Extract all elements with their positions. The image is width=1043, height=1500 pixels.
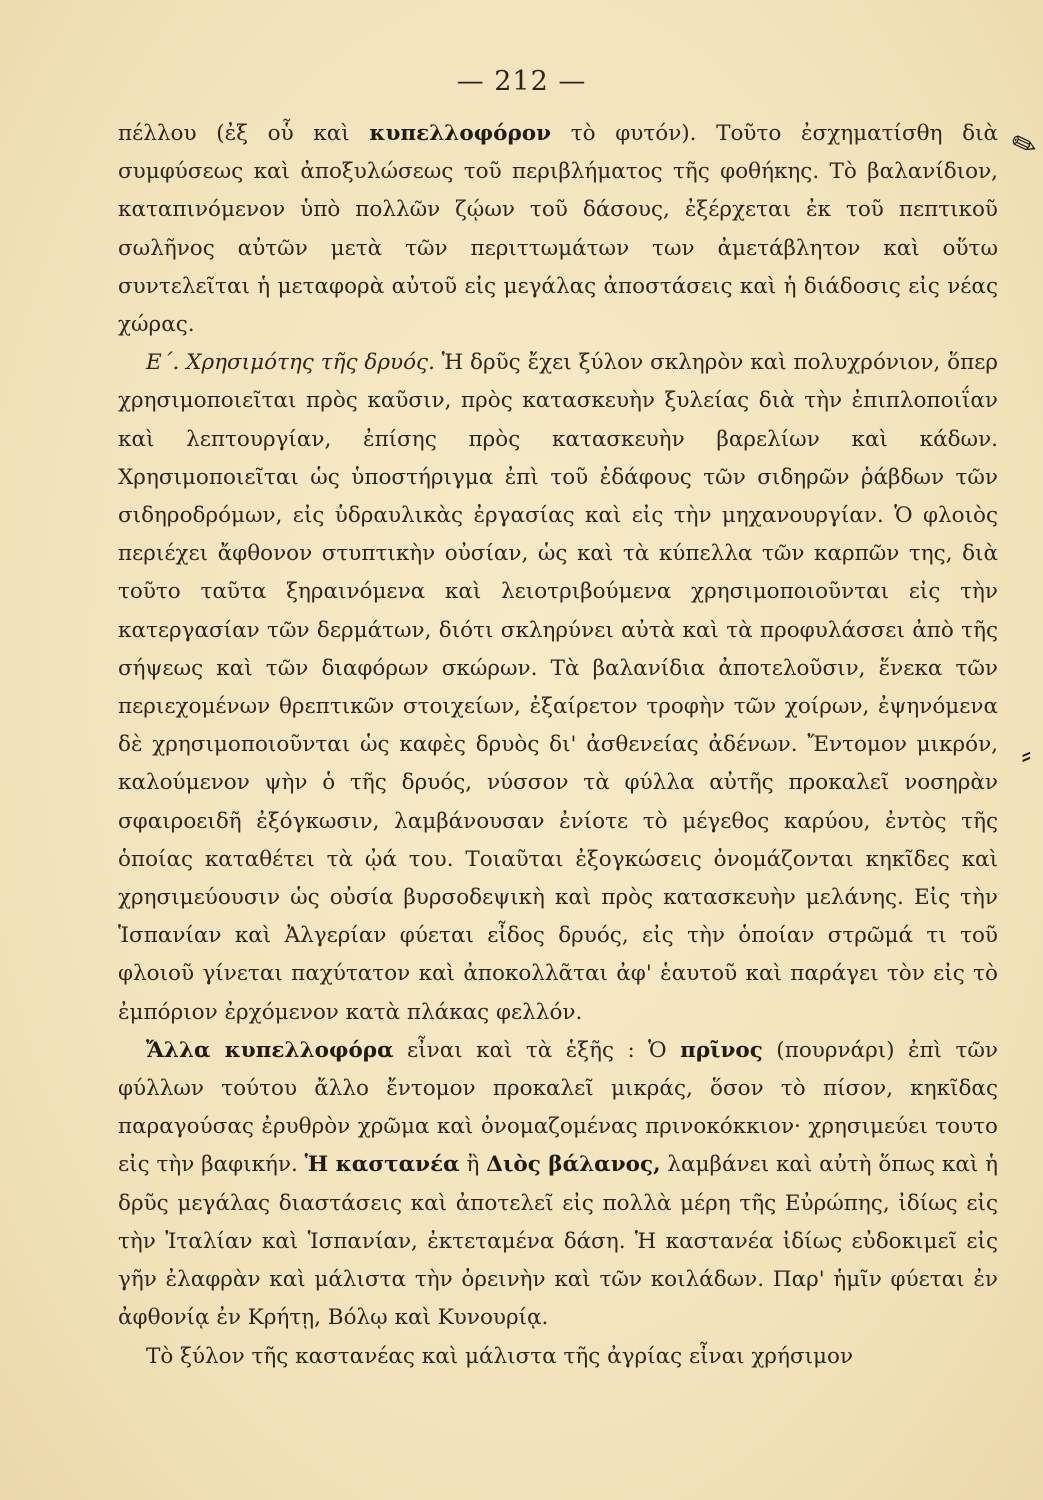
bold-term: Ἄλλα κυπελλοφόρα bbox=[146, 1037, 394, 1063]
text-segment: Τὸ ξύλον τῆς καστανέας καὶ μάλιστα τῆς ἀγρίας εἶναι χρήσιμον bbox=[146, 1343, 854, 1369]
text-segment: πέλλου (ἐξ οὗ καὶ bbox=[118, 121, 370, 146]
section-heading: Ε΄. Χρησιμότης τῆς δρυός. bbox=[146, 350, 435, 376]
page-number: — 212 — bbox=[456, 66, 587, 97]
text-segment: τὸ φυτόν). Τοῦτο ἐσχηματίσθη διὰ συμφύσεως καὶ ἀποξυλώσεως τοῦ περιβλήματος τῆς φοθήκης. Τὸ βαλανίδιον, καταπινόμενον ὑπὸ πολλῶν ζῴων τοῦ δάσους, ἐξέρχεται ἐκ τοῦ πεπτικοῦ σωλῆνος αὐτῶν μετὰ τῶν περιττωμάτων των ἀμετάβλητον καὶ οὕτω συντελεῖται ἡ μεταφορὰ αὐτοῦ εἰς μεγάλας ἀποστάσεις καὶ ἡ διάδοσις εἰς νέας χώρας. bbox=[118, 121, 999, 338]
margin-ink-mark-icon: ✎ bbox=[1006, 124, 1043, 167]
text-segment: Ἡ δρῦς ἔχει ξύλον σκληρὸν καὶ πολυχρόνιον, ὅπερ χρησιμοποιεῖται πρὸς καῦσιν, πρὸς κατασκευὴν ξυλείας διὰ τὴν ἐπιπλοποιΐαν καὶ λεπτουργίαν, ἐπίσης πρὸς κατασκευὴν βαρελίων καὶ κάδων. Χρησιμοποιεῖται ὡς ὑποστήριγμα ἐπὶ τοῦ ἐδάφους τῶν σιδηρῶν ῥάβδων τῶν σιδηροδρόμων, εἰς ὑδραυλικὰς ἐργασίας καὶ εἰς τὴν μηχανουργίαν. Ὁ φλοιὸς περιέχει ἄφθονον στυπτικὴν οὐσίαν, ὡς καὶ τὰ κύπελλα τῶν καρπῶν της, διὰ τοῦτο ταῦτα ξηραινόμενα καὶ λειοτριβούμενα χρησιμοποιοῦνται εἰς τὴν κατεργασίαν τῶν δερμάτων, διότι σκληρύνει αὐτὰ καὶ τὰ προφυλάσσει ἀπὸ τῆς σήψεως καὶ τῶν διαφόρων σκώρων. Τὰ βαλανίδια ἀποτελοῦσιν, ἕνεκα τῶν περιεχομένων θρεπτικῶν στοιχείων, ἐξαίρετον τροφὴν τῶν χοίρων, ἐψηνόμενα δὲ χρησιμοποιοῦνται ὡς καφὲς δρυὸς δι' ἀσθενείας ἀδένων. Ἔντομον μικρόν, καλούμενον ψὴν ὁ τῆς δρυός, νύσσον τὰ φύλλα αὐτῆς προκαλεῖ νοσηρὰν σφαιροειδῆ ἐξόγκωσιν, λαμβάνουσαν ἐνίοτε τὸ μέγεθος καρύου, ἐντὸς τῆς ὁποίας καταθέτει τὰ ᾠά του. Τοιαῦται ἐξογκώσεις ὀνομάζονται κηκῖδες καὶ χρησιμεύουσιν ὡς οὐσία βυρσοδεψικὴ καὶ πρὸς κατασκευὴν μελάνης. Εἰς τὴν Ἱσπανίαν καὶ Ἀλγερίαν φύεται εἶδος δρυός, εἰς τὴν ὁποίαν στρῶμά τι τοῦ φλοιοῦ γίνεται παχύτατον καὶ ἀποκολλᾶται ἀφ' ἑαυτοῦ καὶ παράγει τὸν εἰς τὸ ἐμπόριον ἐρχόμενον κατὰ πλάκας φελλόν. bbox=[118, 350, 998, 1025]
text-segment: λαμβάνει καὶ αὐτὴ ὅπως καὶ ἡ δρῦς μεγάλας διαστάσεις καὶ ἀποτελεῖ εἰς πολλὰ μέρη τῆς Εὐρώπης, ἰδίως εἰς τὴν Ἰταλίαν καὶ Ἱσπανίαν, ἐκτεταμένα δάση. Ἡ καστανέα ἰδίως εὐδοκιμεῖ εἰς γῆν ἐλαφρὰν καὶ μάλιστα τὴν ὀρεινὴν καὶ τῶν κοιλάδων. Παρ' ἡμῖν φύεται ἐν ἀφθονίᾳ ἐν Κρήτῃ, Βόλῳ καὶ Κυνουρίᾳ. bbox=[118, 1152, 998, 1331]
bold-term: Διὸς βάλανος, bbox=[486, 1152, 661, 1178]
paragraph-4 bbox=[118, 1338, 998, 1376]
bold-term: πρῖνος bbox=[680, 1037, 763, 1063]
text-segment: εἶναι καὶ τὰ ἑξῆς : Ὁ bbox=[393, 1037, 681, 1063]
text-segment: ἢ bbox=[459, 1152, 487, 1178]
text-segment: (πουρνάρι) ἐπὶ τῶν φύλλων τούτου ἄλλο ἔντομον προκαλεῖ μικράς, ὅσον τὸ πίσον, κηκῖδας παραγούσας ἐρυθρὸν χρῶμα καὶ ὀνομαζομένας πρινοκόκκιον· χρησιμεύει τουτο εἰς τὴν βαφικήν. bbox=[118, 1037, 998, 1178]
bold-term: κυπελλοφόρον bbox=[369, 121, 552, 146]
body-text bbox=[118, 115, 998, 1376]
bold-term: Ἡ καστανέα bbox=[304, 1152, 460, 1178]
paragraph-1 bbox=[118, 115, 998, 344]
margin-ink-mark-icon: ⸗ bbox=[1021, 738, 1031, 771]
paragraph-3 bbox=[118, 1032, 998, 1338]
paragraph-2 bbox=[118, 344, 998, 1032]
